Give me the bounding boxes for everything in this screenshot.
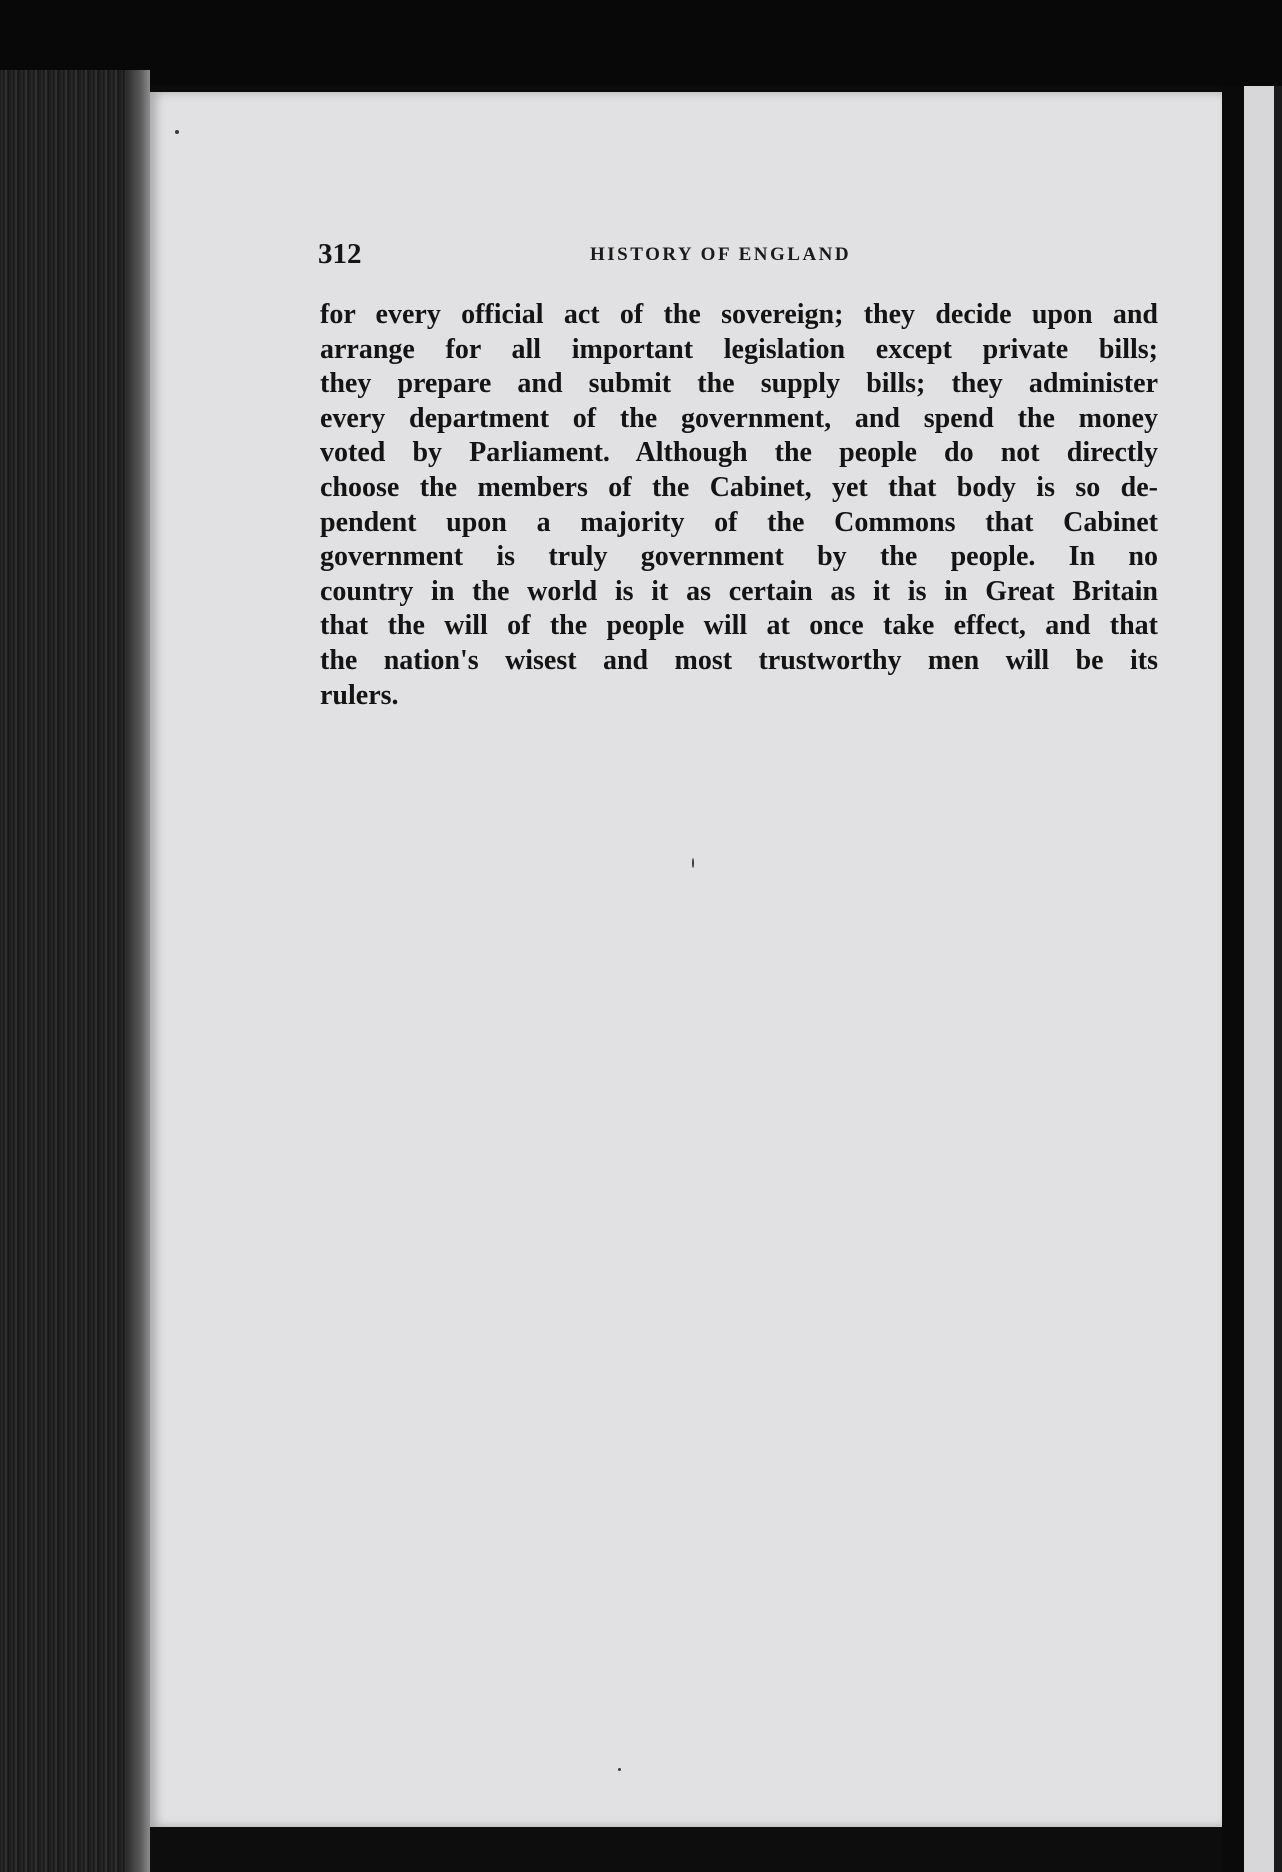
facing-page-edge <box>1244 86 1282 1872</box>
running-title: HISTORY OF ENGLAND <box>590 244 852 265</box>
text-line: arrange for all important legislation except private bills; <box>320 333 1158 365</box>
scan-speck <box>692 858 694 868</box>
body-paragraph <box>320 298 1158 713</box>
text-line: that the will of the people will at once take effect, and that <box>320 610 1158 642</box>
text-line: rulers. <box>320 679 399 711</box>
running-head <box>318 238 1158 274</box>
text-line: country in the world is it as certain as it is in Great Britain <box>320 575 1158 607</box>
book-page-edges <box>0 70 150 1872</box>
scan-background-bottom <box>150 1827 1222 1872</box>
scan-speck <box>175 130 179 134</box>
book-gutter <box>1222 86 1244 1872</box>
page-number: 312 <box>318 238 362 270</box>
text-line: they prepare and submit the supply bills; they administer <box>320 368 1158 400</box>
text-line: voted by Parliament. Although the people do not directly <box>320 437 1158 469</box>
text-line: choose the members of the Cabinet, yet that body is so de- <box>320 471 1158 503</box>
text-line: pendent upon a majority of the Commons that Cabinet <box>320 506 1158 538</box>
scan-background-top <box>0 0 1282 86</box>
scan-speck <box>618 1768 621 1771</box>
text-line: every department of the government, and spend the money <box>320 402 1158 434</box>
text-line: government is truly government by the people. In no <box>320 541 1158 573</box>
text-line: for every official act of the sovereign; they decide upon and <box>320 299 1158 330</box>
text-line: the nation's wisest and most trustworthy men will be its <box>320 644 1158 676</box>
